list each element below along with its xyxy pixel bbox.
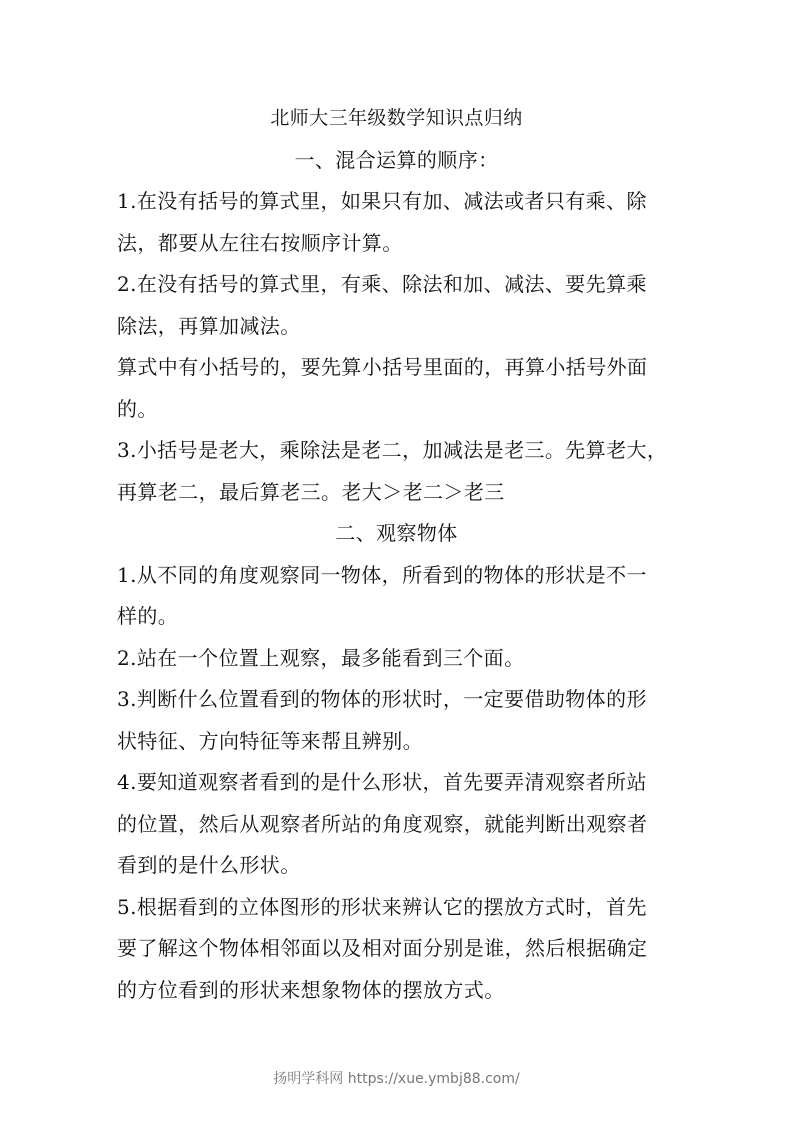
paragraph-line: 5.根据看到的立体图形的形状来辨认它的摆放方式时，首先	[117, 895, 647, 919]
paragraph-line: 除法，再算加减法。	[117, 314, 301, 338]
section-heading-observing-objects: 二、观察物体	[335, 521, 458, 545]
document-title: 北师大三年级数学知识点归纳	[270, 107, 523, 129]
paragraph-line: 3.小括号是老大，乘除法是老二，加减法是老三。先算老大，	[117, 438, 668, 462]
paragraph-line: 的位置，然后从观察者所站的角度观察，就能判断出观察者	[117, 812, 648, 836]
paragraph-line: 状特征、方向特征等来帮且辨别。	[117, 729, 423, 753]
paragraph-line: 3.判断什么位置看到的物体的形状时，一定要借助物体的形	[117, 687, 647, 711]
paragraph-line: 法，都要从左往右按顺序计算。	[117, 231, 403, 255]
paragraph-line: 1.在没有括号的算式里，如果只有加、减法或者只有乘、除	[117, 189, 647, 213]
paragraph-line: 1.从不同的角度观察同一物体，所看到的物体的形状是不一	[117, 563, 647, 587]
paragraph-line: 要了解这个物体相邻面以及相对面分别是谁，然后根据确定	[117, 936, 648, 960]
paragraph-line: 样的。	[117, 604, 179, 628]
paragraph-line: 4.要知道观察者看到的是什么形状，首先要弄清观察者所站	[117, 770, 647, 794]
paragraph-line: 算式中有小括号的，要先算小括号里面的，再算小括号外面	[117, 355, 648, 379]
paragraph-line: 再算老二，最后算老三。老大＞老二＞老三	[117, 480, 505, 504]
paragraph-line: 的。	[117, 397, 158, 421]
paragraph-line: 的方位看到的形状来想象物体的摆放方式。	[117, 978, 505, 1002]
paragraph-line: 看到的是什么形状。	[117, 853, 301, 877]
footer-watermark: 扬明学科网 https://xue.ymbj88.com/	[273, 1071, 520, 1087]
section-heading-mixed-operations: 一、混合运算的顺序：	[294, 148, 499, 172]
paragraph-line: 2.站在一个位置上观察，最多能看到三个面。	[117, 646, 525, 670]
paragraph-line: 2.在没有括号的算式里，有乘、除法和加、减法、要先算乘	[117, 272, 647, 296]
